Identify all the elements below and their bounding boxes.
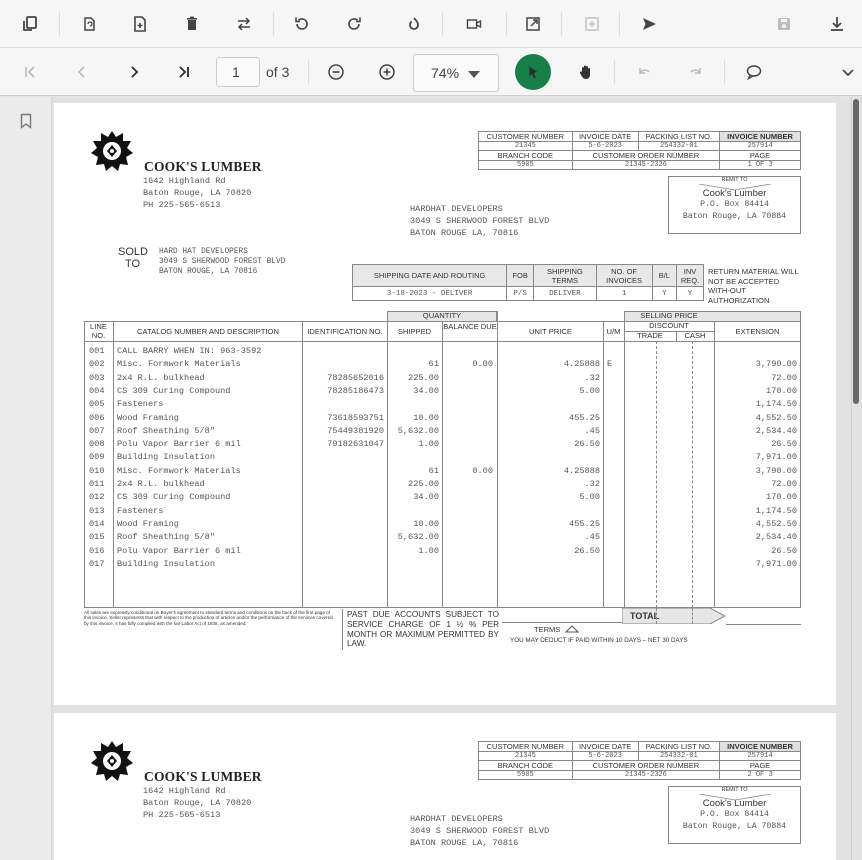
bl-value: Y	[652, 287, 677, 301]
line-no: 007	[89, 425, 105, 436]
line-id: 79182631047	[327, 439, 384, 450]
swap-icon[interactable]	[228, 8, 260, 40]
line-id: 78285652016	[327, 372, 384, 383]
line-id: 73618593751	[327, 412, 384, 423]
line-ext: 4,552.50	[755, 412, 797, 423]
line-ext: 72.00	[771, 479, 797, 489]
trash-icon[interactable]	[176, 8, 208, 40]
line-desc: 2x4 R.L. bulkhead	[117, 372, 205, 383]
routing-value: 3-18-2023 - DELIVER	[353, 287, 507, 301]
line-ext: 170.00	[766, 385, 797, 396]
line-no: 017	[89, 558, 105, 569]
line-id: 78285186473	[327, 385, 384, 396]
undo-annotation-icon[interactable]	[628, 56, 660, 88]
line-id: 75449381920	[327, 425, 384, 436]
page-number-input[interactable]: 1	[216, 57, 260, 87]
chevron-down-icon	[468, 71, 480, 78]
line-shipped: 34.00	[413, 385, 439, 396]
line-unit: 26.50	[574, 439, 600, 450]
trade-header: TRADE	[637, 331, 663, 340]
save-icon[interactable]	[768, 8, 800, 40]
line-shipped: 1.00	[418, 439, 439, 450]
ship-to-line-1: HARDHAT DEVELOPERS	[410, 814, 503, 824]
page-label: PAGE	[720, 151, 801, 161]
insert-page-icon[interactable]	[124, 8, 156, 40]
line-um: E	[607, 359, 613, 370]
balance-due-header: BALANCE DUE	[443, 322, 497, 331]
quantity-header: QUANTITY	[422, 311, 462, 320]
previous-page-icon[interactable]	[66, 56, 98, 88]
line-unit: 455.25	[569, 412, 600, 423]
line-ext: 7,971.00	[755, 558, 797, 569]
invoice-number-label: INVOICE NUMBER	[720, 742, 801, 752]
page-count-label: of 3	[266, 64, 290, 80]
add-field-icon[interactable]	[576, 8, 608, 40]
ship-to-line-3: BATON ROUGE LA, 70816	[410, 228, 519, 238]
line-desc: Misc. Formwork Materials	[117, 359, 241, 370]
company-name: COOK'S LUMBER	[144, 769, 262, 784]
line-unit: .45	[584, 532, 600, 543]
invoice-header-table	[478, 741, 801, 780]
invoice-date-label: INVOICE DATE	[572, 132, 638, 142]
invoice-number-value: 257914	[720, 142, 801, 151]
catalog-header: CATALOG NUMBER AND DESCRIPTION	[137, 327, 279, 336]
fob-label: FOB	[507, 265, 534, 287]
um-header: U/M	[606, 327, 621, 336]
first-page-icon[interactable]	[14, 56, 46, 88]
branch-code-value: 5905	[479, 771, 573, 780]
line-ext: 3,790.00	[755, 465, 797, 476]
identification-header: IDENTIFICATION NO.	[307, 327, 383, 336]
invoice-date-value: 5-6-2023	[572, 752, 638, 761]
line-unit: 4.25888	[563, 465, 600, 476]
company-name: COOK'S LUMBER	[144, 159, 262, 174]
line-desc: Building Insulation	[117, 452, 215, 463]
line-unit: 5.00	[579, 385, 600, 396]
line-desc: Fasteners	[117, 399, 164, 410]
line-ext: 1,174.50	[755, 399, 797, 410]
shipping-table	[352, 264, 704, 301]
next-page-icon[interactable]	[118, 56, 150, 88]
pan-hand-icon[interactable]	[570, 56, 602, 88]
remit-to-box	[668, 176, 801, 234]
line-ext: 3,790.00	[755, 359, 797, 370]
sold-to-line-3: BATON ROUGE, LA 70816	[159, 268, 258, 276]
line-shipped: 61	[428, 359, 439, 370]
line-no: 005	[89, 399, 105, 410]
remit-line-2: Baton Rouge, LA 70884	[682, 212, 787, 221]
line-desc: Misc. Formwork Materials	[117, 465, 241, 476]
cursor-icon	[525, 64, 541, 80]
routing-label: SHIPPING DATE AND ROUTING	[353, 265, 507, 287]
line-desc: Wood Framing	[117, 518, 179, 529]
invoices-value: 1	[596, 287, 652, 301]
branch-code-value: 5905	[479, 161, 573, 170]
company-phone: PH 225-565-6513	[143, 810, 221, 820]
line-no: 010	[89, 465, 105, 476]
line-no: 009	[89, 452, 105, 463]
company-address-1: 1642 Highland Rd	[143, 176, 226, 186]
line-shipped: 1.00	[418, 545, 439, 556]
ship-to-line-2: 3049 S SHERWOOD FOREST BLVD	[410, 216, 550, 226]
customer-number-label: CUSTOMER NUMBER	[479, 132, 573, 142]
packing-list-label: PACKING LIST NO.	[638, 132, 720, 142]
selling-price-header: SELLING PRICE	[640, 311, 698, 320]
line-no: 016	[89, 545, 105, 556]
shipped-header: SHIPPED	[397, 327, 432, 336]
line-shipped: 10.00	[413, 412, 439, 423]
terms-text: YOU MAY DEDUCT IF PAID WITHIN 10 DAYS – NET 30 DAYS	[510, 637, 688, 644]
line-no: 015	[89, 532, 105, 543]
line-desc: Roof Sheathing 5/8"	[117, 532, 215, 543]
saw-blade-logo-icon	[90, 129, 134, 173]
line-no: 002	[89, 359, 105, 370]
download-icon[interactable]	[821, 8, 853, 40]
line-no: 003	[89, 372, 105, 383]
invoice-number-label: INVOICE NUMBER	[720, 132, 801, 142]
bl-label: B/L	[652, 265, 677, 287]
remit-line-1: P.O. Box 84414	[700, 810, 769, 819]
return-notice: RETURN MATERIAL WILL NOT BE ACCEPTED WITH-OUT AUTHORIZATION	[708, 267, 799, 305]
company-address-2: Baton Rouge, LA 70820	[143, 188, 252, 198]
line-no: 008	[89, 439, 105, 450]
redo-annotation-icon[interactable]	[680, 56, 712, 88]
unit-price-header: UNIT PRICE	[529, 327, 572, 336]
invoice-header-table	[478, 131, 801, 170]
send-icon[interactable]	[633, 8, 665, 40]
customer-order-value: 21345-2326	[572, 161, 719, 170]
customer-order-label: CUSTOMER ORDER NUMBER	[572, 151, 719, 161]
customer-number-value: 21345	[479, 752, 573, 761]
line-unit: .32	[584, 372, 600, 383]
line-desc: 2x4 R.L. bulkhead	[117, 479, 205, 489]
company-phone: PH 225-565-6513	[143, 200, 221, 210]
line-no: 011	[89, 479, 105, 489]
to-label: TO	[125, 258, 141, 270]
cash-header: CASH	[684, 331, 706, 340]
line-ext: 72.00	[771, 372, 797, 383]
line-shipped: 5,632.00	[397, 532, 439, 543]
line-no: 006	[89, 412, 105, 423]
document-viewer[interactable]	[52, 97, 862, 860]
line-shipped: 225.00	[408, 479, 439, 489]
zoom-out-icon[interactable]	[320, 56, 352, 88]
ship-to-line-3: BATON ROUGE LA, 70816	[410, 838, 519, 848]
customer-order-value: 21345-2326	[572, 771, 719, 780]
fine-print: All sales are expressly conditional on Buyer's agreement to standard terms and conditions on the back of the first page of this invoice. Seller represents that with respect to the production of articles and/or the performance of the services covered by this invoice, it has fully complied with the fair Labor Act of 1938, as amended.	[84, 610, 333, 626]
invoice-date-value: 5-6-2023	[572, 142, 638, 151]
line-shipped: 5,632.00	[397, 425, 439, 436]
invoices-label: NO. OF INVOICES	[596, 265, 652, 287]
undo-icon[interactable]	[286, 8, 318, 40]
past-due-notice: PAST DUE ACCOUNTS SUBJECT TO SERVICE CHARGE OF 1 ½ % PER MONTH OR MAXIMUM PERMITTED BY LAW.	[347, 610, 499, 649]
sold-to-line-2: 3049 S SHERWOOD FOREST BLVD	[159, 258, 286, 266]
comment-icon[interactable]	[738, 56, 770, 88]
last-page-icon[interactable]	[168, 56, 200, 88]
remit-line-2: Baton Rouge, LA 70884	[682, 822, 787, 831]
page-value: 2 OF 3	[720, 771, 801, 780]
ship-to-line-1: HARDHAT DEVELOPERS	[410, 204, 503, 214]
line-desc: Wood Framing	[117, 412, 179, 423]
fob-value: P/S	[507, 287, 534, 301]
line-ext: 7,971.00	[755, 452, 797, 463]
line-desc: CS 309 Curing Compound	[117, 492, 231, 503]
line-shipped: 10.00	[413, 518, 439, 529]
line-shipped: 225.00	[408, 372, 439, 383]
external-link-icon[interactable]	[517, 8, 549, 40]
terms-label: TERMS	[534, 625, 561, 634]
zoom-select[interactable]	[413, 54, 499, 92]
saw-blade-logo-icon	[90, 739, 134, 783]
line-desc: CALL BARRY WHEN IN: 963-3592	[117, 346, 262, 356]
ink-icon[interactable]	[398, 8, 430, 40]
sold-to-line-1: HARD HAT DEVELOPERS	[159, 248, 248, 256]
line-unit: 4.25888	[563, 359, 600, 370]
copy-icon[interactable]	[14, 8, 46, 40]
total-label: TOTAL	[630, 611, 660, 621]
remit-to-label: REMIT TO	[721, 787, 748, 793]
shipping-terms-value: DELIVER	[534, 287, 597, 301]
line-unit: 26.50	[574, 545, 600, 556]
more-chevron-down-icon[interactable]	[832, 56, 862, 88]
redo-icon[interactable]	[338, 8, 370, 40]
line-no: 013	[89, 505, 105, 516]
line-ext: 1,174.50	[755, 505, 797, 516]
line-desc: Polu Vapor Barrier 6 mil	[117, 545, 241, 556]
remit-to-label: REMIT TO	[721, 177, 748, 183]
remit-to-box	[668, 786, 801, 844]
invoice-number-value: 257914	[720, 752, 801, 761]
company-address-2: Baton Rouge, LA 70820	[143, 798, 252, 808]
rotate-page-icon[interactable]	[72, 8, 104, 40]
branch-code-label: BRANCH CODE	[479, 151, 573, 161]
invoice-date-label: INVOICE DATE	[572, 742, 638, 752]
line-ext: 4,552.50	[755, 518, 797, 529]
line-balance: 0.00	[472, 359, 493, 370]
line-desc: Fasteners	[117, 505, 164, 516]
line-ext: 26.50	[771, 439, 797, 450]
company-address-1: 1642 Highland Rd	[143, 786, 226, 796]
line-unit: 455.25	[569, 518, 600, 529]
discount-header: DISCOUNT	[649, 321, 689, 330]
customer-number-value: 21345	[479, 142, 573, 151]
line-desc: CS 309 Curing Compound	[117, 385, 231, 396]
bookmark-icon[interactable]	[10, 105, 42, 137]
line-shipped: 34.00	[413, 492, 439, 503]
line-desc: Polu Vapor Barrier 6 mil	[117, 439, 241, 450]
extension-header: EXTENSION	[735, 327, 780, 336]
line-balance: 0.00	[472, 465, 493, 476]
invoice-page-2	[54, 713, 836, 860]
branch-code-label: BRANCH CODE	[479, 761, 573, 771]
sidebar	[0, 97, 52, 860]
line-ext: 26.50	[771, 545, 797, 556]
sold-label: SOLD	[118, 246, 148, 258]
line-ext: 170.00	[766, 492, 797, 503]
main-toolbar	[0, 0, 862, 48]
line-ext: 2,534.40	[755, 425, 797, 436]
remit-line-1: P.O. Box 84414	[700, 200, 769, 209]
inv-req-label: INV REQ.	[677, 265, 704, 287]
remit-company: Cook's Lumber	[702, 798, 767, 809]
inv-req-value: Y	[677, 287, 704, 301]
line-unit: 5.00	[579, 492, 600, 503]
video-icon[interactable]	[458, 8, 490, 40]
line-no: 012	[89, 492, 105, 503]
line-desc: Roof Sheathing 5/8"	[117, 425, 215, 436]
line-shipped: 61	[428, 465, 439, 476]
line-unit: .45	[584, 425, 600, 436]
packing-list-value: 254332-01	[638, 142, 720, 151]
terms-triangle-icon	[565, 625, 579, 633]
scrollbar-thumb[interactable]	[853, 99, 859, 404]
line-ext: 2,534.40	[755, 532, 797, 543]
packing-list-value: 254332-01	[638, 752, 720, 761]
shipping-terms-label: SHIPPING TERMS	[534, 265, 597, 287]
ship-to-line-2: 3049 S SHERWOOD FOREST BLVD	[410, 826, 550, 836]
remit-company: Cook's Lumber	[702, 188, 767, 199]
line-no: 001	[89, 346, 105, 356]
line-no-header: LINE NO.	[90, 322, 107, 340]
select-tool-button[interactable]	[515, 54, 551, 90]
line-unit: .32	[584, 479, 600, 489]
invoice-page-1	[54, 103, 836, 705]
packing-list-label: PACKING LIST NO.	[638, 742, 720, 752]
zoom-in-icon[interactable]	[371, 56, 403, 88]
customer-order-label: CUSTOMER ORDER NUMBER	[572, 761, 719, 771]
line-no: 004	[89, 385, 105, 396]
customer-number-label: CUSTOMER NUMBER	[479, 742, 573, 752]
page-label: PAGE	[720, 761, 801, 771]
line-no: 014	[89, 518, 105, 529]
page-value: 1 OF 3	[720, 161, 801, 170]
line-desc: Building Insulation	[117, 558, 215, 569]
zoom-value: 74%	[431, 65, 460, 81]
